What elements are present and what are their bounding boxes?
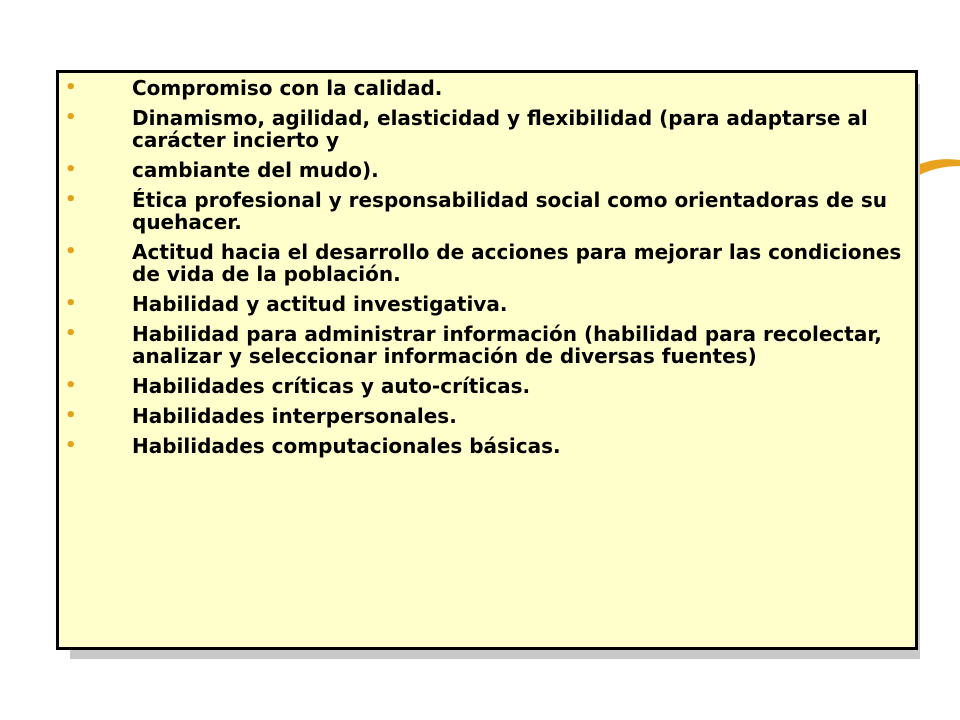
bullet-icon: • <box>65 323 77 344</box>
content-box <box>56 70 918 650</box>
bullet-text: Actitud hacia el desarrollo de acciones para mejorar las condiciones de vida de la población. <box>132 240 902 286</box>
bullet-icon: • <box>65 435 77 456</box>
bullet-item <box>59 323 905 367</box>
bullet-text: Compromiso con la calidad. <box>132 76 443 100</box>
bullet-item <box>59 375 905 397</box>
bullet-icon: • <box>65 77 77 98</box>
bullet-text: Habilidad y actitud investigativa. <box>132 292 508 316</box>
bullet-text: Habilidades críticas y auto-críticas. <box>132 374 531 398</box>
bullet-item <box>59 189 905 233</box>
bullet-text: Habilidad para administrar información (habilidad para recolectar, analizar y seleccionar información de diversas fuentes) <box>132 322 882 368</box>
bullet-icon: • <box>65 107 77 128</box>
bullet-text: cambiante del mudo). <box>132 158 379 182</box>
bullet-item <box>59 405 905 427</box>
bullet-icon: • <box>65 189 77 210</box>
bullet-item <box>59 435 905 457</box>
bullet-item <box>59 293 905 315</box>
bullet-text: Ética profesional y responsabilidad social como orientadoras de su quehacer. <box>132 188 888 234</box>
bullet-item <box>59 77 905 99</box>
bullet-item <box>59 107 905 151</box>
bullet-text: Habilidades computacionales básicas. <box>132 434 561 458</box>
bullet-icon: • <box>65 293 77 314</box>
bullet-icon: • <box>65 241 77 262</box>
bullet-text: Habilidades interpersonales. <box>132 404 457 428</box>
bullet-icon: • <box>65 405 77 426</box>
bullet-item <box>59 159 905 181</box>
bullet-icon: • <box>65 159 77 180</box>
bullet-list <box>59 73 915 457</box>
bullet-item <box>59 241 905 285</box>
bullet-text: Dinamismo, agilidad, elasticidad y flexibilidad (para adaptarse al carácter incierto y <box>132 106 868 152</box>
bullet-icon: • <box>65 375 77 396</box>
